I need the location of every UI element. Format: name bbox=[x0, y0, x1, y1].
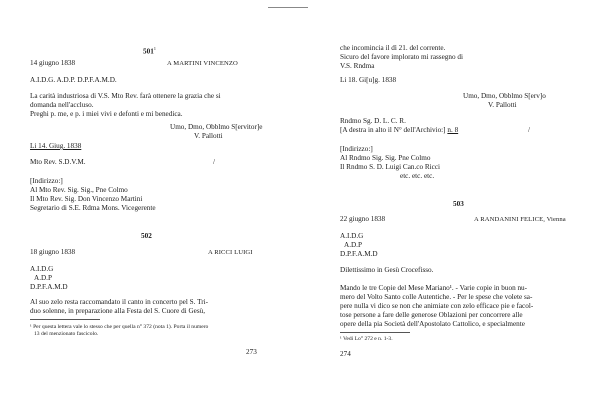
doc-501-body-line: domanda nell'accluso. bbox=[30, 101, 94, 109]
doc-502-number: 502 bbox=[141, 232, 152, 240]
doc-501-number: $501^1$ bbox=[143, 46, 157, 56]
footnote-rule bbox=[340, 332, 410, 333]
doc-503-body-line: tose persone a fare delle generose Oblazioni per concorrere alle bbox=[340, 311, 523, 319]
doc-501-place-date: Li 14. Giug. 1838 bbox=[30, 142, 82, 150]
doc-501-address-line: Segretario di S.E. Rdma Mons. Vicegerente bbox=[30, 204, 156, 212]
doc-502-date: 18 giugno 1838 bbox=[30, 248, 76, 256]
doc-503-salutation: Dilettissimo in Gesù Crocefisso. bbox=[340, 266, 434, 274]
doc-503-number: 503 bbox=[453, 200, 464, 208]
footnote-line: 13 del menzionato fascicolo. bbox=[34, 331, 99, 337]
doc-501-address-label: [Indirizzo:] bbox=[30, 177, 63, 185]
doc-503-sigla: D.P.F.A.M.D bbox=[340, 250, 378, 258]
footnote-line: ¹ Vedi Lo° 272 e n. 1-3. bbox=[340, 336, 393, 342]
archive-number: n. 8 bbox=[447, 126, 459, 134]
signature: V. Pallotti bbox=[488, 101, 517, 109]
footnote-line: ¹ Per questa lettera vale lo stesso che per quella n° 372 (nota 1). Porta il numero bbox=[30, 324, 209, 330]
doc-502-sigla: A.D.P bbox=[34, 274, 52, 282]
doc-501-addressee: Mto Rev. S.D.V.M. bbox=[30, 158, 86, 166]
doc-503-sigla: A.I.D.G bbox=[340, 232, 364, 240]
address-line: Al Rndmo Sig. Sig. Pne Colmo bbox=[340, 154, 431, 162]
page-number: 273 bbox=[246, 348, 257, 356]
footnote-rule bbox=[30, 319, 100, 320]
address-label: [Indirizzo:] bbox=[340, 145, 373, 153]
addressee: Rndmo Sg. D. L. C. R. bbox=[340, 117, 406, 125]
doc-503-recipient: A RANDANINI FELICE, Vienna bbox=[474, 216, 566, 223]
doc-503-date: 22 giugno 1838 bbox=[340, 215, 386, 223]
doc-502-sigla: D.P.F.A.M.D bbox=[30, 283, 68, 291]
doc-502-recipient: A RICCI LUIGI bbox=[208, 249, 253, 256]
continuation-line: Sicuro del favore implorato mi rassegno di bbox=[340, 53, 463, 61]
doc-503-body-line: Mando le tre Copie del Mese Mariano¹. - Varie copie in buon nu- bbox=[340, 284, 528, 292]
page-274 bbox=[300, 0, 600, 410]
continuation-line: che incomincia il dì 21. del corrente. bbox=[340, 44, 446, 52]
doc-501-sigla: A.I.D.G. A.D.P. D.P.F.A.M.D. bbox=[30, 76, 117, 84]
doc-501-signature: V. Pallotti bbox=[194, 132, 223, 140]
doc-501-address-line: Il Mto Rev. Sig. Don Vincenzo Martini bbox=[30, 195, 143, 203]
address-line: Il Rndmo S. D. Luigi Can.co Ricci bbox=[340, 163, 441, 171]
slash: / bbox=[528, 126, 530, 134]
address-line: etc. etc. etc. bbox=[400, 172, 435, 180]
archive-note: [A destra in alto il N° dell'Archivio:] n. 8 bbox=[340, 126, 459, 134]
doc-501-body-line: Preghi p. me, e p. i miei vivi e defonti e mi benedica. bbox=[30, 110, 183, 118]
doc-502-sigla: A.I.D.G bbox=[30, 265, 54, 273]
doc-503-body-line: pere nulla vi dico se non che animiate con zelo efficace pie e facol- bbox=[340, 302, 534, 310]
closing: Umo, Dmo, Obblmo S[erv]o bbox=[463, 92, 546, 100]
doc-501-address-line: Al Mto Rev. Sig. Sig., Pne Colmo bbox=[30, 186, 128, 194]
doc-503-body-line: opere della pia Società dell'Apostolato Cattolico, e specialmente bbox=[340, 320, 525, 328]
doc-502-body-line: duo solenne, in preparazione alla Festa del S. Cuore di Gesù, bbox=[30, 307, 206, 315]
doc-502-body-line: Al suo zelo resta raccomandato il canto in concerto pel S. Tri- bbox=[30, 298, 209, 306]
doc-503-body-line: mero del Volto Santo colle Autentiche. - Per le spese che volete sa- bbox=[340, 293, 533, 301]
doc-501-recipient: A MARTINI VINCENZO bbox=[167, 60, 238, 67]
doc-501-body-line: La carità industriosa di V.S. Mto Rev. farà ottenere la grazia che si bbox=[30, 92, 221, 100]
doc-501-slash: / bbox=[213, 158, 215, 166]
doc-501-closing: Umo, Dmo, Obblmo S[ervitor]e bbox=[170, 123, 263, 131]
continuation-line: V.S. Rndma bbox=[340, 62, 375, 70]
doc-501-date: 14 giugno 1838 bbox=[30, 59, 76, 67]
place-date: Li 18. Gi[u]g. 1838 bbox=[340, 76, 397, 84]
page-number: 274 bbox=[340, 350, 351, 358]
doc-503-sigla: A.D.P bbox=[344, 241, 362, 249]
